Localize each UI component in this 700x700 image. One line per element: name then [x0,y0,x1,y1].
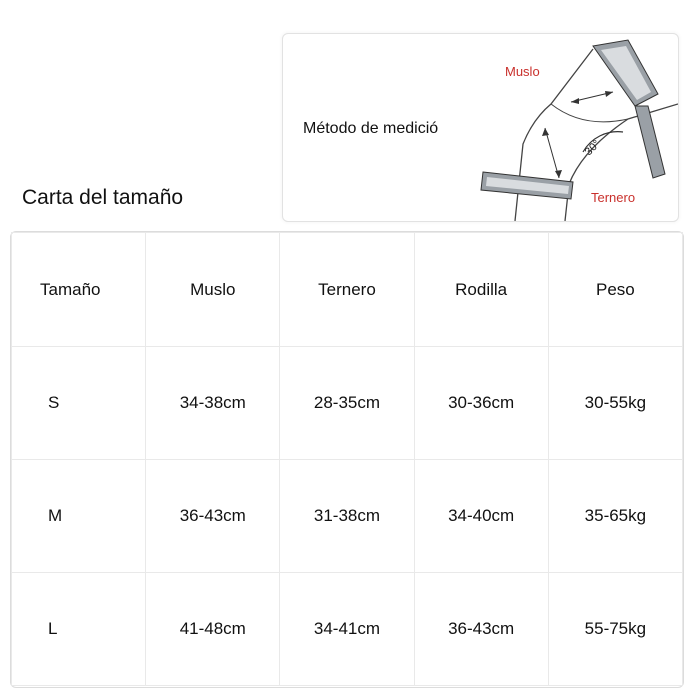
cell-calf: 28-35cm [280,347,414,460]
thigh-tape [593,40,658,106]
header-size: Tamaño [12,233,146,347]
cell-knee: 34-40cm [414,460,548,573]
cell-size: M [12,460,146,573]
cell-thigh: 36-43cm [146,460,280,573]
cell-knee: 36-43cm [414,573,548,686]
header-knee: Rodilla [414,233,548,347]
cell-size: L [12,573,146,686]
cell-weight: 35-65kg [548,460,682,573]
size-table [11,232,683,686]
cell-size: S [12,347,146,460]
table-row [12,347,683,460]
cell-weight: 55-75kg [548,573,682,686]
thigh-label: Muslo [505,64,540,79]
measurement-method-card [282,33,679,222]
header-thigh: Muslo [146,233,280,347]
table-header-row [12,233,683,347]
angle-label: 30° [582,137,603,159]
size-chart-title: Carta del tamaño [22,186,184,209]
header-weight: Peso [548,233,682,347]
header-calf: Ternero [280,233,414,347]
cell-thigh: 41-48cm [146,573,280,686]
cell-weight: 30-55kg [548,347,682,460]
knee-tape [635,106,665,178]
cell-calf: 31-38cm [280,460,414,573]
method-title: Método de medició [303,120,439,137]
cell-knee: 30-36cm [414,347,548,460]
table-row [12,573,683,686]
table-row [12,460,683,573]
cell-calf: 34-41cm [280,573,414,686]
cell-thigh: 34-38cm [146,347,280,460]
calf-label: Ternero [591,190,636,205]
